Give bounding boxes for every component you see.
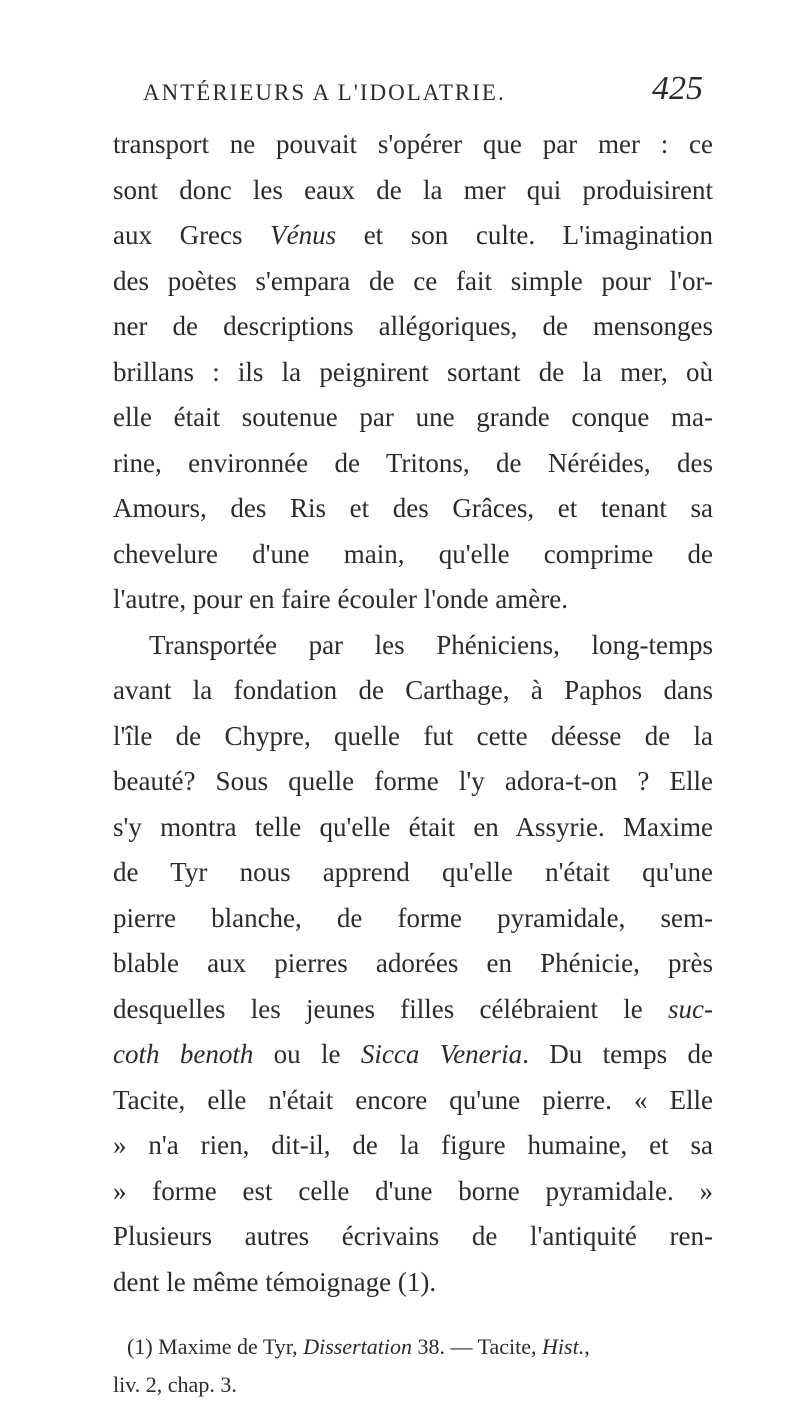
text-line: » forme est celle d'une borne pyramidale. » bbox=[113, 1175, 713, 1206]
running-head bbox=[143, 72, 703, 116]
text-line: blable aux pierres adorées en Phénicie, près bbox=[113, 948, 713, 978]
text-line: Tacite, elle n'était encore qu'une pierre. « Elle bbox=[113, 1084, 713, 1115]
text-line: dent le même témoignage (1). bbox=[113, 1266, 437, 1297]
text-line: brillans : ils la peignirent sortant de la mer, où bbox=[113, 356, 713, 387]
running-title: ANTÉRIEURS A L'IDOLATRIE. bbox=[143, 80, 506, 105]
text-line: aux Grecs Vénus et son culte. L'imagination bbox=[113, 220, 713, 250]
text-line: rine, environnée de Tritons, de Néréides, des bbox=[113, 447, 713, 478]
text-line: transport ne pouvait s'opérer que par mer : ce bbox=[113, 129, 713, 159]
footnote-marker: (1) bbox=[127, 1334, 153, 1359]
main-text bbox=[113, 122, 713, 1305]
text-line: sont donc les eaux de la mer qui produisirent bbox=[113, 174, 713, 205]
footnote bbox=[113, 1328, 713, 1404]
text-line: de Tyr nous apprend qu'elle n'était qu'une bbox=[113, 857, 713, 887]
italic-term: suc- bbox=[668, 993, 713, 1024]
text-line: des poètes s'empara de ce fait simple pour l'or- bbox=[113, 265, 713, 296]
text-line: » n'a rien, dit-il, de la figure humaine, et sa bbox=[113, 1130, 713, 1160]
text-line: s'y montra telle qu'elle était en Assyrie. Maxime bbox=[113, 811, 713, 842]
text-line: elle était soutenue par une grande conque ma- bbox=[113, 402, 713, 432]
italic-term: Sicca Veneria bbox=[360, 1039, 523, 1069]
italic-term: Vénus bbox=[270, 220, 337, 250]
text-line: chevelure d'une main, qu'elle comprime de bbox=[113, 538, 713, 569]
italic-term: coth benoth bbox=[113, 1039, 254, 1069]
footnote-line: (1) Maxime de Tyr, Dissertation 38. — Tacite, Hist., bbox=[127, 1334, 590, 1359]
text-line: ner de descriptions allégoriques, de mensonges bbox=[113, 311, 713, 341]
footnote-line: liv. 2, chap. 3. bbox=[113, 1372, 237, 1397]
text-line: beauté? Sous quelle forme l'y adora-t-on ? Elle bbox=[113, 766, 713, 796]
text-line: Amours, des Ris et des Grâces, et tenant sa bbox=[113, 493, 713, 523]
text-line: l'autre, pour en faire écouler l'onde amère. bbox=[113, 584, 568, 614]
page-number: 425 bbox=[652, 70, 703, 107]
text-line: Plusieurs autres écrivains de l'antiquité ren- bbox=[113, 1221, 713, 1251]
text-line: coth benoth ou le Sicca Veneria. Du temps de bbox=[113, 1039, 713, 1069]
text-line: desquelles les jeunes filles célébraient le suc- bbox=[113, 993, 713, 1024]
paragraph-start-line: Transportée par les Phéniciens, long-temps bbox=[149, 629, 713, 660]
text-line: avant la fondation de Carthage, à Paphos dans bbox=[113, 675, 713, 705]
italic-term: Hist. bbox=[542, 1334, 585, 1359]
italic-term: Dissertation bbox=[303, 1334, 412, 1359]
text-line: pierre blanche, de forme pyramidale, sem- bbox=[113, 902, 713, 933]
text-line: l'île de Chypre, quelle fut cette déesse de la bbox=[113, 720, 713, 751]
